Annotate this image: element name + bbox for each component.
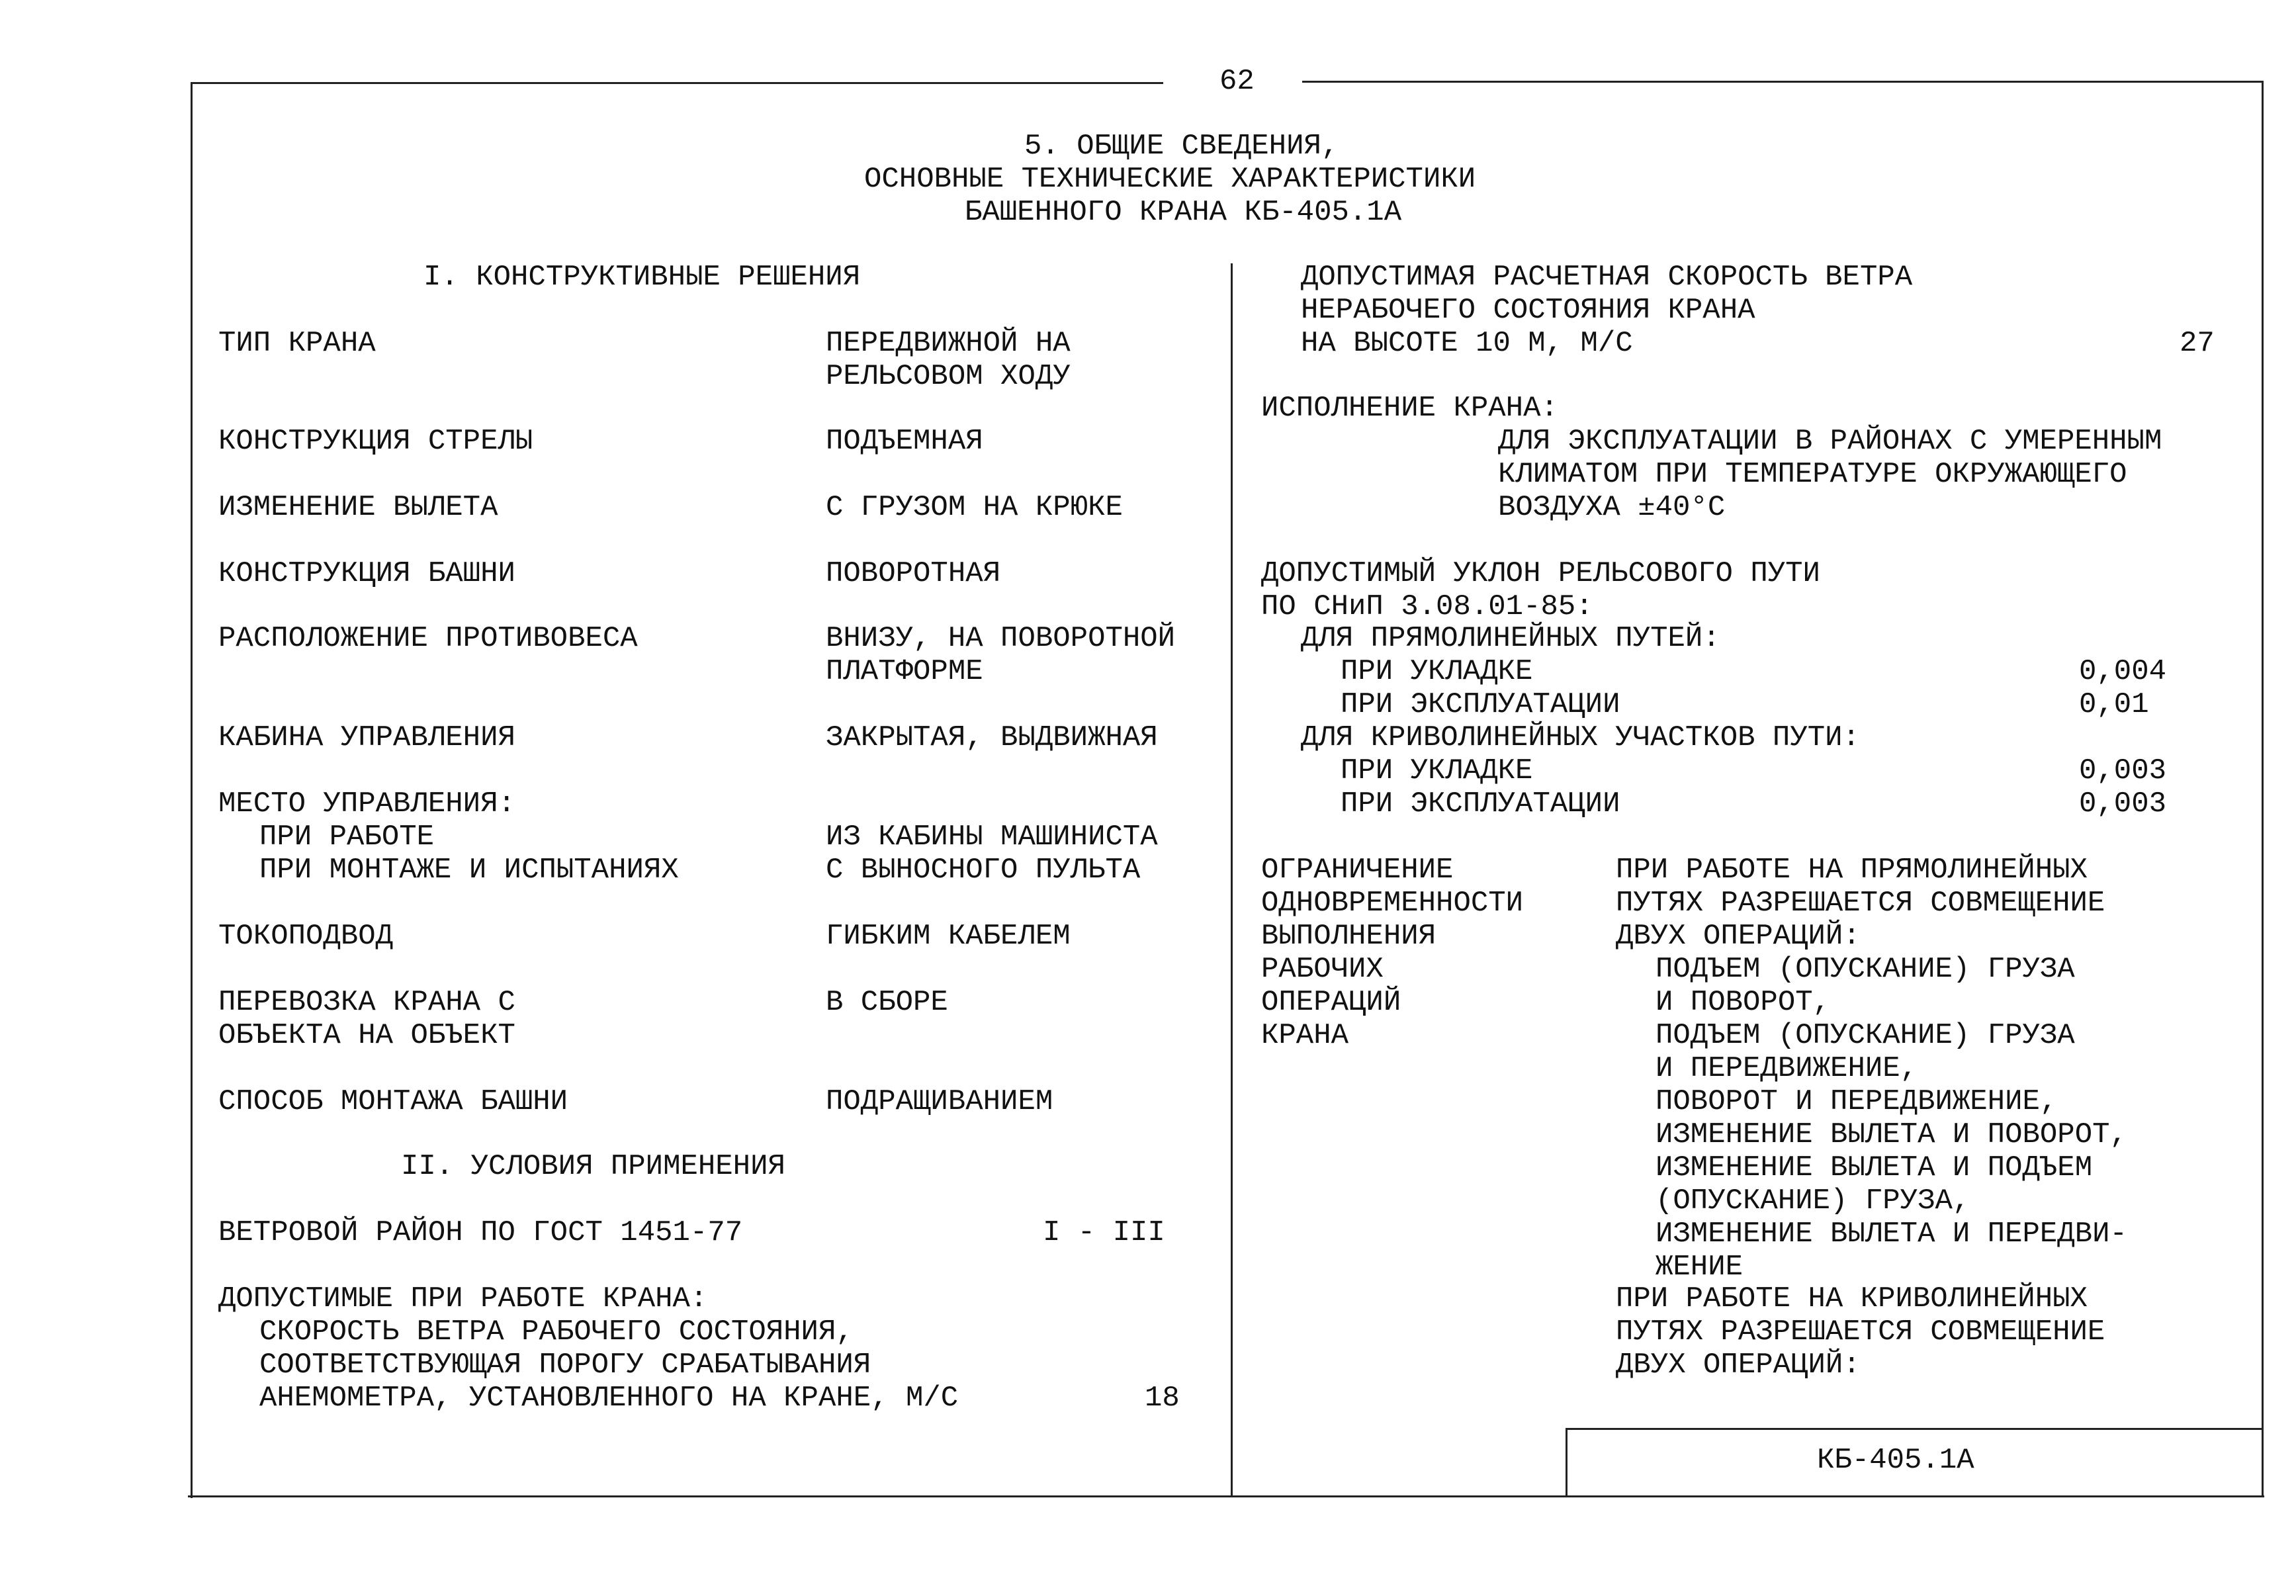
exec-line-3: ВОЗДУХА ±40°С	[1498, 491, 1726, 524]
row-label-transport-1: ПЕРЕВОЗКА КРАНА С	[218, 986, 515, 1019]
row-value-crane-type-2: РЕЛЬСОВОМ ХОДУ	[826, 360, 1071, 393]
limit-label-1: ОГРАНИЧЕНИЕ	[1261, 854, 1454, 887]
curve-operation-label: ПРИ ЭКСПЛУАТАЦИИ	[1341, 787, 1620, 820]
straight-operation-value: 0,01	[2079, 688, 2149, 721]
frame-top-left	[191, 82, 1163, 84]
limit-label-2: ОДНОВРЕМЕННОСТИ	[1261, 887, 1524, 920]
wind-line-2: НЕРАБОЧЕГО СОСТОЯНИЯ КРАНА	[1301, 294, 1755, 327]
curve-operation-value: 0,003	[2079, 787, 2167, 820]
wind-region-value: I - III	[1043, 1216, 1165, 1249]
row-label-cabin: КАБИНА УПРАВЛЕНИЯ	[218, 721, 515, 754]
row-label-transport-2: ОБЪЕКТА НА ОБЪЕКТ	[218, 1019, 515, 1052]
exec-line-2: КЛИМАТОМ ПРИ ТЕМПЕРАТУРЕ ОКРУЖАЮЩЕГО	[1498, 458, 2127, 491]
row-label-counterweight: РАСПОЛОЖЕНИЕ ПРОТИВОВЕСА	[218, 622, 638, 655]
allowed-value: 18	[1145, 1382, 1180, 1415]
title-line-3: БАШЕННОГО КРАНА КБ-405.1А	[965, 196, 1402, 229]
limit-text-13: ЖЕНИЕ	[1656, 1251, 1744, 1284]
allowed-line-1: СКОРОСТЬ ВЕТРА РАБОЧЕГО СОСТОЯНИЯ,	[259, 1315, 854, 1349]
row-label-tower-mounting: СПОСОБ МОНТАЖА БАШНИ	[218, 1085, 568, 1118]
limit-text-6: ПОДЪЕМ (ОПУСКАНИЕ) ГРУЗА	[1656, 1019, 2075, 1052]
limit-text-1: ПРИ РАБОТЕ НА ПРЯМОЛИНЕЙНЫХ	[1616, 854, 2088, 887]
row-label-reach: ИЗМЕНЕНИЕ ВЫЛЕТА	[218, 491, 498, 524]
limit-text-7: И ПЕРЕДВИЖЕНИЕ,	[1656, 1052, 1918, 1085]
wind-value: 27	[2180, 327, 2215, 360]
straight-laying-label: ПРИ УКЛАДКЕ	[1341, 655, 1533, 688]
limit-text-4: ПОДЪЕМ (ОПУСКАНИЕ) ГРУЗА	[1656, 953, 2075, 986]
title-line-1: 5. ОБЩИЕ СВЕДЕНИЯ,	[1024, 130, 1339, 163]
stamp-left	[1566, 1428, 1567, 1497]
row-value-mounting: С ВЫНОСНОГО ПУЛЬТА	[826, 854, 1141, 887]
limit-text-8: ПОВОРОТ И ПЕРЕДВИЖЕНИЕ,	[1656, 1085, 2058, 1118]
limit-label-4: РАБОЧИХ	[1261, 953, 1384, 986]
frame-top-right	[1302, 81, 2263, 83]
exec-line-1: ДЛЯ ЭКСПЛУАТАЦИИ В РАЙОНАХ С УМЕРЕННЫМ	[1498, 425, 2162, 458]
limit-text-11: (ОПУСКАНИЕ) ГРУЗА,	[1656, 1184, 1970, 1218]
allowed-line-3: АНЕМОМЕТРА, УСТАНОВЛЕННОГО НА КРАНЕ, М/С	[259, 1382, 959, 1415]
row-value-working: ИЗ КАБИНЫ МАШИНИСТА	[826, 820, 1158, 854]
limit-text-3: ДВУХ ОПЕРАЦИЙ:	[1616, 920, 1861, 953]
row-value-crane-type-1: ПЕРЕДВИЖНОЙ НА	[826, 327, 1071, 360]
limit-label-3: ВЫПОЛНЕНИЯ	[1261, 920, 1436, 953]
row-value-counterweight-1: ВНИЗУ, НА ПОВОРОТНОЙ	[826, 622, 1176, 655]
limit-label-5: ОПЕРАЦИЙ	[1261, 986, 1401, 1019]
section-2-heading: II. УСЛОВИЯ ПРИМЕНЕНИЯ	[401, 1150, 785, 1183]
row-label-boom: КОНСТРУКЦИЯ СТРЕЛЫ	[218, 425, 533, 458]
limit-text-9: ИЗМЕНЕНИЕ ВЫЛЕТА И ПОВОРОТ,	[1656, 1118, 2127, 1151]
document-stamp: КБ-405.1А	[1817, 1444, 1974, 1477]
limit-text-12: ИЗМЕНЕНИЕ ВЫЛЕТА И ПЕРЕДВИ-	[1656, 1218, 2127, 1251]
title-line-2: ОСНОВНЫЕ ТЕХНИЧЕСКИЕ ХАРАКТЕРИСТИКИ	[864, 163, 1476, 196]
row-value-transport: В СБОРЕ	[826, 986, 948, 1019]
page-number: 62	[1219, 65, 1255, 98]
exec-label: ИСПОЛНЕНИЕ КРАНА:	[1261, 392, 1558, 425]
row-label-power: ТОКОПОДВОД	[218, 920, 394, 953]
row-value-boom: ПОДЪЕМНАЯ	[826, 425, 983, 458]
allowed-label: ДОПУСТИМЫЕ ПРИ РАБОТЕ КРАНА:	[218, 1282, 708, 1315]
row-value-counterweight-2: ПЛАТФОРМЕ	[826, 655, 983, 688]
row-label-tower: КОНСТРУКЦИЯ БАШНИ	[218, 557, 515, 590]
limit-text-15: ПУТЯХ РАЗРЕШАЕТСЯ СОВМЕЩЕНИЕ	[1616, 1315, 2105, 1349]
row-label-control-place: МЕСТО УПРАВЛЕНИЯ:	[218, 787, 515, 820]
frame-right	[2262, 81, 2264, 1497]
wind-line-1: ДОПУСТИМАЯ РАСЧЕТНАЯ СКОРОСТЬ ВЕТРА	[1301, 261, 1913, 294]
limit-text-16: ДВУХ ОПЕРАЦИЙ:	[1616, 1349, 1861, 1382]
frame-left	[191, 82, 193, 1498]
limit-text-10: ИЗМЕНЕНИЕ ВЫЛЕТА И ПОДЪЕМ	[1656, 1151, 2093, 1184]
row-sub-working: ПРИ РАБОТЕ	[259, 820, 435, 854]
curve-laying-value: 0,003	[2079, 754, 2167, 787]
curve-label: ДЛЯ КРИВОЛИНЕЙНЫХ УЧАСТКОВ ПУТИ:	[1301, 721, 1860, 754]
row-value-power: ГИБКИМ КАБЕЛЕМ	[826, 920, 1071, 953]
frame-bottom	[188, 1495, 2264, 1497]
slope-line-1: ДОПУСТИМЫЙ УКЛОН РЕЛЬСОВОГО ПУТИ	[1261, 557, 1820, 590]
row-label-crane-type: ТИП КРАНА	[218, 327, 376, 360]
row-value-tower-mounting: ПОДРАЩИВАНИЕМ	[826, 1085, 1053, 1118]
limit-label-6: КРАНА	[1261, 1019, 1349, 1052]
straight-laying-value: 0,004	[2079, 655, 2167, 688]
limit-text-5: И ПОВОРОТ,	[1656, 986, 1831, 1019]
curve-laying-label: ПРИ УКЛАДКЕ	[1341, 754, 1533, 787]
limit-text-14: ПРИ РАБОТЕ НА КРИВОЛИНЕЙНЫХ	[1616, 1282, 2088, 1315]
wind-line-3: НА ВЫСОТЕ 10 М, М/С	[1301, 327, 1633, 360]
row-value-tower: ПОВОРОТНАЯ	[826, 557, 1001, 590]
row-value-reach: С ГРУЗОМ НА КРЮКЕ	[826, 491, 1123, 524]
straight-operation-label: ПРИ ЭКСПЛУАТАЦИИ	[1341, 688, 1620, 721]
wind-region-label: ВЕТРОВОЙ РАЙОН ПО ГОСТ 1451-77	[218, 1216, 743, 1249]
section-1-heading: I. КОНСТРУКТИВНЫЕ РЕШЕНИЯ	[423, 261, 861, 294]
straight-label: ДЛЯ ПРЯМОЛИНЕЙНЫХ ПУТЕЙ:	[1301, 622, 1720, 655]
row-value-cabin: ЗАКРЫТАЯ, ВЫДВИЖНАЯ	[826, 721, 1158, 754]
row-sub-mounting: ПРИ МОНТАЖЕ И ИСПЫТАНИЯХ	[259, 854, 679, 887]
limit-text-2: ПУТЯХ РАЗРЕШАЕТСЯ СОВМЕЩЕНИЕ	[1616, 887, 2105, 920]
column-divider	[1231, 263, 1233, 1497]
allowed-line-2: СООТВЕТСТВУЮЩАЯ ПОРОГУ СРАБАТЫВАНИЯ	[259, 1349, 871, 1382]
slope-line-2: ПО СНиП 3.08.01-85:	[1261, 590, 1593, 623]
stamp-top	[1566, 1428, 2263, 1430]
